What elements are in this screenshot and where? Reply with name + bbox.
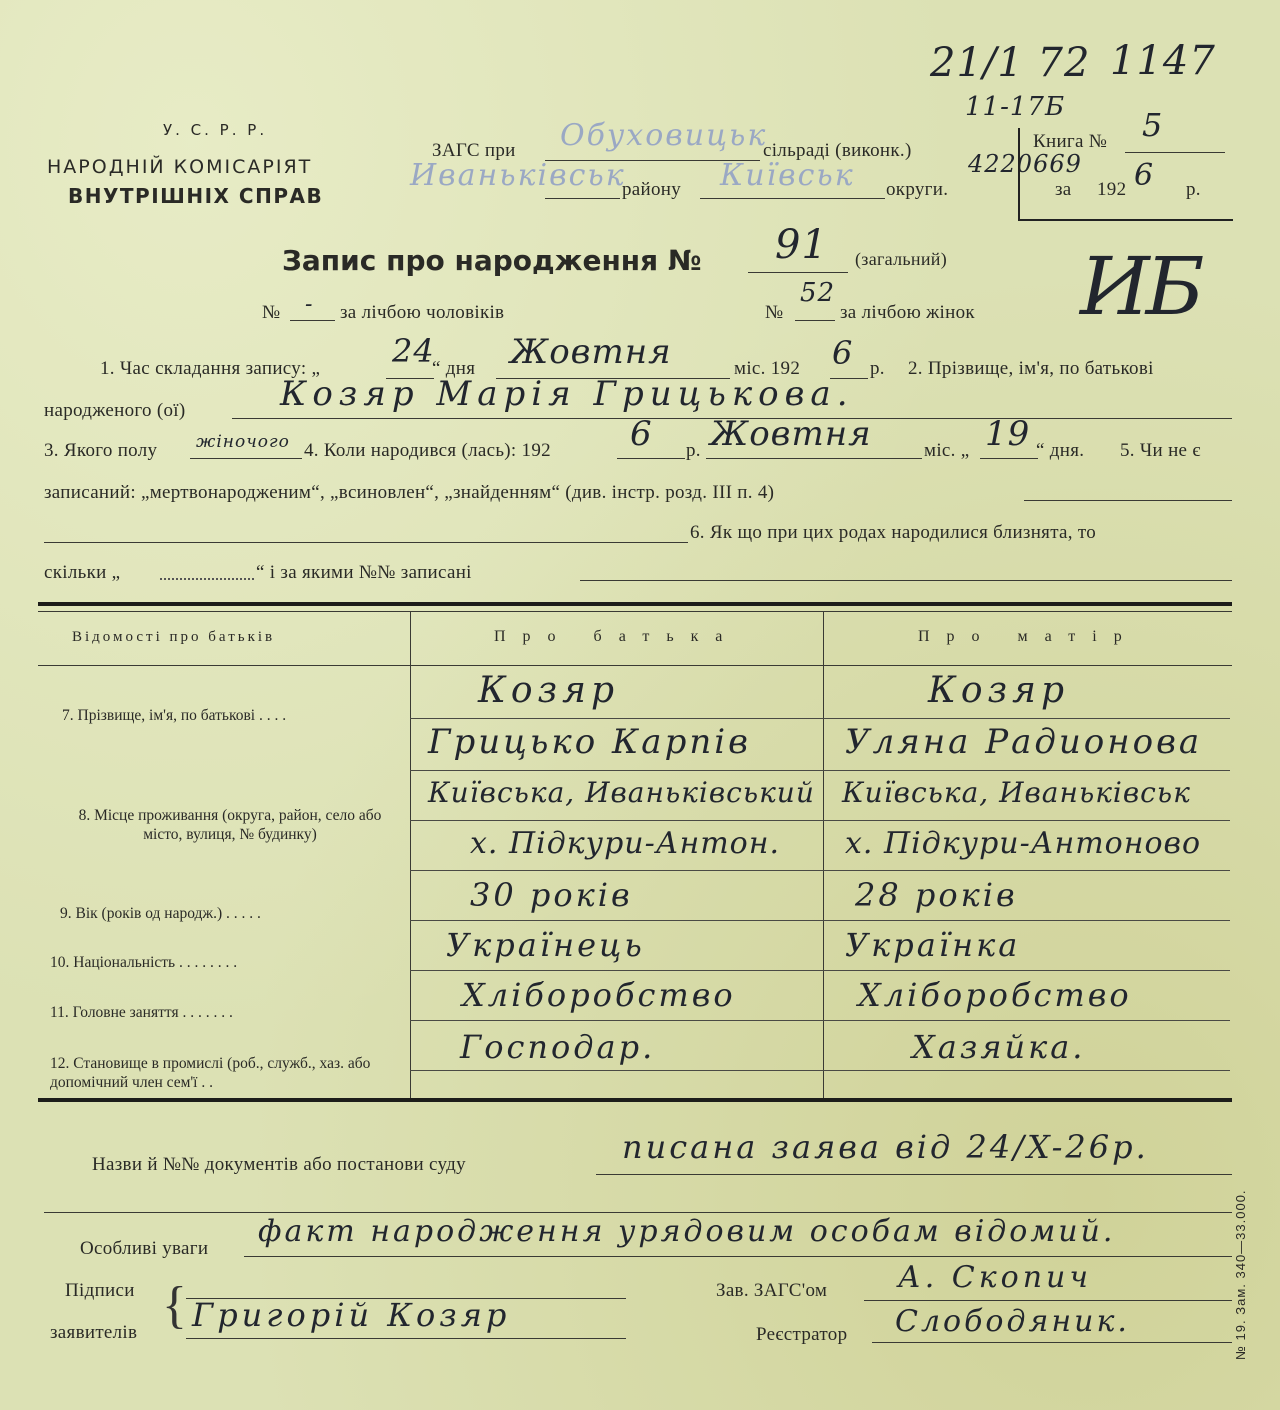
q4-r: р. (686, 440, 701, 461)
father-nationality: Українець (446, 926, 645, 964)
book-box-bottom (1018, 219, 1233, 221)
docs-label: Назви й №№ документів або постанови суду (92, 1154, 466, 1175)
q3-value: жіночого (196, 432, 290, 452)
father-age: 30 років (470, 876, 633, 914)
signature-line-2 (186, 1338, 626, 1339)
record-title: Запис про народження № (282, 244, 702, 277)
q4-day-line (980, 458, 1038, 459)
book-year-suffix: р. (1186, 179, 1201, 200)
q5-label: 5. Чи не є (1120, 440, 1201, 461)
table-top-rule (38, 602, 1232, 606)
archive-code-2: 1147 (1110, 38, 1216, 84)
signatures-label-2: заявителів (50, 1322, 138, 1343)
commissariat-name: НАРОДНІЙ КОМІСАРІЯТ (47, 156, 313, 178)
mother-surname: Козяр (928, 670, 1070, 711)
row-line (410, 870, 1230, 871)
q4-month-line (706, 458, 922, 459)
row-line (410, 920, 1230, 921)
row-label-age: 9. Вік (років од народж.) . . . . . (60, 905, 261, 922)
record-number: 91 (775, 222, 828, 268)
mother-name: Уляна Радионова (845, 722, 1203, 762)
table-header-rule (38, 665, 1232, 666)
row-line (410, 1070, 1230, 1071)
book-year-digit: 6 (1134, 158, 1155, 193)
col-header-parents: Відомості про батьків (72, 629, 276, 645)
female-no-label: № (765, 302, 784, 323)
father-residence-1: Київська, Иваньківський (428, 776, 815, 809)
row-label-name: 7. Прізвище, ім'я, по батькові . . . . (62, 707, 287, 724)
q4-day-close: “ дня. (1036, 440, 1085, 461)
signatures-brace: { (162, 1277, 187, 1334)
q2-cont: народженого (ої) (44, 400, 186, 421)
row-line (410, 820, 1230, 821)
record-number-line (748, 272, 848, 273)
district-hand: Иваньківськ (410, 158, 626, 193)
q2-label: 2. Прізвище, ім'я, по батькові (908, 358, 1154, 379)
q6-line-a (44, 542, 688, 543)
row-line (410, 770, 1230, 771)
q1-mis: міс. 192 (734, 358, 801, 379)
female-count: 52 (800, 278, 836, 308)
male-no-label: № (262, 302, 281, 323)
q4-month: Жовтня (710, 414, 872, 454)
q1-day-close: “ дня (432, 358, 476, 379)
row-line (410, 1020, 1230, 1021)
head-signature: А. Скопич (898, 1260, 1093, 1295)
father-status: Господар. (460, 1028, 656, 1066)
book-for-label: за (1055, 179, 1072, 200)
col-header-father: Про батька (494, 628, 740, 645)
registrar-signature: Слободяник. (895, 1304, 1130, 1339)
okrug-hand: Київськ (720, 158, 855, 193)
mother-residence-1: Київська, Иваньківськ (842, 776, 1191, 809)
q3-label: 3. Якого полу (44, 440, 158, 461)
okrug-line (700, 198, 885, 199)
archive-code-4: 4220669 (968, 150, 1082, 178)
okrug-label: округи. (886, 179, 949, 200)
row-line (410, 970, 1230, 971)
q4-label: 4. Коли народився (лась): 192 (304, 440, 551, 461)
docs-value: писана заява від 24/X-26р. (622, 1128, 1149, 1166)
q1-label: 1. Час складання запису: „ (100, 358, 321, 379)
male-no-line (290, 320, 335, 321)
archive-code-1: 21/1 72 (930, 40, 1091, 86)
record-general: (загальний) (855, 249, 948, 269)
q6-count-dots (160, 578, 254, 580)
applicant-signature: Григорій Козяр (192, 1296, 511, 1334)
head-line (864, 1300, 1232, 1301)
q5-cont: записаний: „мертвонародженим“, „всиновлен“, „знайденням“ (див. інстр. розд. III п. 4) (44, 482, 775, 503)
col-header-mother: Про матір (918, 628, 1139, 645)
book-number-line (1125, 152, 1225, 153)
department-name: ВНУТРІШНІХ СПРАВ (68, 184, 324, 208)
book-number: 5 (1142, 106, 1164, 144)
book-box-left (1018, 128, 1020, 220)
q1-day: 24 (392, 332, 435, 370)
mother-residence-2: х. Підкури-Антоново (845, 826, 1202, 861)
row-label-status: 12. Становище в промислі (роб., служб., хаз. або допомічний член сем'ї . . (50, 1055, 371, 1091)
female-label: за лічбою жінок (840, 302, 975, 323)
q4-year: 6 (630, 414, 653, 454)
mother-status: Хазяйка. (912, 1028, 1086, 1066)
table-bottom-rule (38, 1098, 1232, 1102)
archive-code-3: 11-17Б (965, 92, 1066, 122)
docs-line-2 (44, 1212, 1232, 1213)
q5-line (1024, 500, 1232, 501)
q2-value: Козяр Марія Грицькова. (280, 374, 854, 414)
state-name: У. С. Р. Р. (163, 121, 268, 139)
row-label-nationality: 10. Національність . . . . . . . . (50, 954, 238, 971)
district-line-a (545, 198, 620, 199)
row-label-occupation: 11. Головне заняття . . . . . . . (50, 1004, 233, 1021)
q4-year-line (617, 458, 685, 459)
registrar-label: Реєстратор (756, 1324, 848, 1345)
notes-value: факт народження урядовим особам відомий. (258, 1214, 1116, 1249)
notes-line (244, 1256, 1232, 1257)
table-col-divider-1 (410, 612, 411, 1098)
row-label-residence: 8. Місце проживання (округа, район, село або місто, вулиця, № будинку) (78, 807, 382, 843)
q6-label: 6. Як що при цих родах народилися близнята, то (690, 522, 1097, 543)
father-name: Грицько Карпів (428, 722, 751, 762)
book-label: Книга № (1033, 131, 1108, 152)
mother-occupation: Хліборобство (858, 976, 1132, 1014)
mother-nationality: Українка (845, 926, 1021, 964)
council-label: сільраді (виконк.) (763, 140, 912, 161)
table-col-divider-2 (823, 612, 824, 1098)
archive-big-mark: ИБ (1080, 240, 1201, 333)
male-count: - (305, 292, 314, 317)
row-line (410, 718, 1230, 719)
zags-label: ЗАГС при (432, 140, 516, 161)
q6-line-b (580, 580, 1232, 581)
head-label: Зав. ЗАГС'ом (716, 1280, 828, 1301)
female-no-line (795, 320, 835, 321)
district-label: району (622, 179, 682, 200)
q3-line (190, 458, 302, 459)
male-label: за лічбою чоловіків (340, 302, 505, 323)
q4-mis: міс. „ (924, 440, 970, 461)
q6-mid: “ і за якими №№ записані (256, 562, 472, 583)
docs-line (596, 1174, 1232, 1175)
signatures-label-1: Підписи (65, 1280, 135, 1301)
q1-r: р. (870, 358, 885, 379)
father-residence-2: х. Підкури-Антон. (470, 826, 781, 861)
print-order-note: № 19. Зам. 340—33.000. (1233, 1189, 1248, 1360)
book-year-prefix: 192 (1097, 179, 1127, 200)
q4-day: 19 (985, 414, 1031, 454)
q6-cont: скільки „ (44, 562, 121, 583)
father-surname: Козяр (478, 670, 620, 711)
registrar-line (872, 1342, 1232, 1343)
father-occupation: Хліборобство (462, 976, 736, 1014)
mother-age: 28 років (855, 876, 1018, 914)
q1-month: Жовтня (510, 332, 672, 372)
zags-village: Обуховицьк (560, 118, 768, 153)
table-top-rule-thin (38, 611, 1232, 612)
q1-year: 6 (832, 334, 854, 372)
notes-label: Особливі уваги (80, 1238, 209, 1259)
